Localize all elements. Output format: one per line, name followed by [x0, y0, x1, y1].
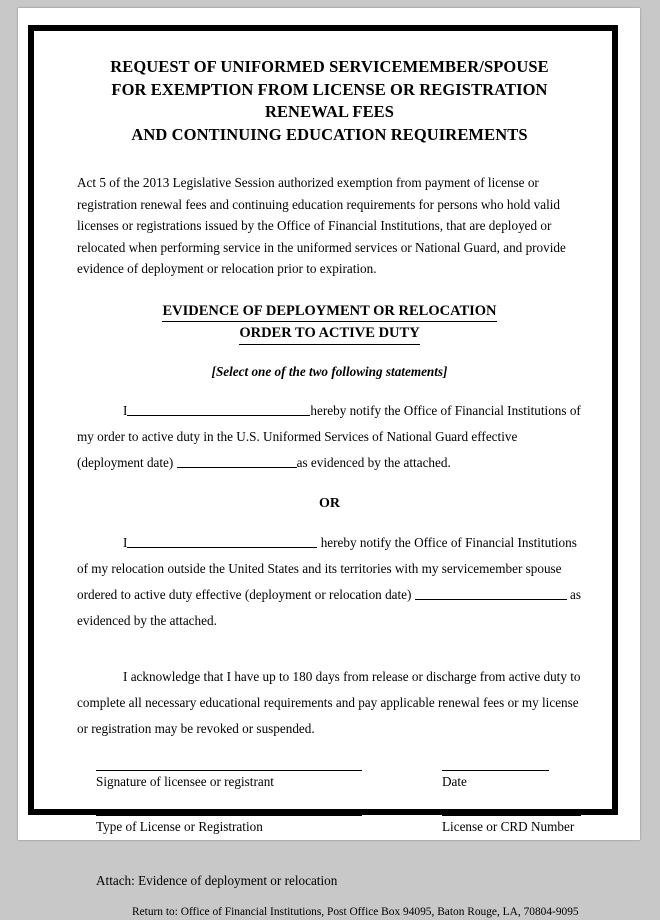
statement-one-part2: hereby notify the Office of Financial Institutions of my order to active duty in the U.S. Uniformed Services of National Guard effective (deployment date) — [77, 402, 581, 470]
statement-one — [77, 380, 582, 476]
signature-block — [77, 742, 582, 859]
section-heading-line-1: EVIDENCE OF DEPLOYMENT OR RELOCATION — [162, 301, 496, 323]
date-field[interactable] — [442, 770, 549, 790]
statement-two-part2: hereby notify the Office of Financial Institutions of my relocation outside the United States and its territories with my servicemember spouse ordered to active duty effective (deployment or relocation date) — [77, 534, 577, 602]
signature-label: Signature of licensee or registrant — [96, 773, 274, 789]
section-heading-line-1-row — [77, 301, 582, 323]
statement-two-date-blank[interactable] — [415, 586, 567, 600]
document-content — [77, 48, 582, 918]
acknowledgment-paragraph: I acknowledge that I have up to 180 days from release or discharge from active duty to complete all necessary educational requirements and pay applicable renewal fees or my license or registration may be revoked or suspended. — [77, 668, 581, 736]
select-instruction: [Select one of the two following statements] — [211, 363, 448, 379]
license-type-label: Type of License or Registration — [96, 818, 263, 834]
intro-paragraph: Act 5 of the 2013 Legislative Session authorized exemption from payment of license or registration renewal fees and continuing education requirements for persons who hold valid licenses or registrations issued by the Office of Financial Institutions, that are deployed or relocated when performing service in the uniformed services or National Guard, and provide evidence of deployment or relocation prior to expiration. — [77, 175, 566, 276]
signature-row-two — [77, 815, 582, 859]
statement-one-part3: as evidenced by the attached. — [296, 454, 451, 470]
statement-one-name-blank[interactable] — [127, 402, 310, 416]
section-heading — [77, 280, 582, 345]
title-line-3: RENEWAL FEES — [264, 102, 395, 121]
or-divider: OR — [319, 495, 340, 511]
statement-two-part1: I — [123, 534, 128, 550]
return-to-note: Return to: Office of Financial Institutions, Post Office Box 94095, Baton Rouge, LA, 70804-9095 — [132, 905, 579, 918]
section-heading-line-2: ORDER TO ACTIVE DUTY — [239, 323, 419, 345]
section-heading-line-2-row — [77, 323, 582, 345]
license-type-field[interactable] — [96, 815, 362, 835]
statement-two-part3: as evidenced by the attached. — [77, 586, 582, 628]
date-label: Date — [442, 773, 467, 789]
statement-one-part1: I — [123, 402, 128, 418]
signature-field[interactable] — [96, 770, 362, 790]
license-number-label: License or CRD Number — [442, 818, 575, 834]
title-line-1: REQUEST OF UNIFORMED SERVICEMEMBER/SPOUSE — [110, 57, 549, 76]
title-line-2: FOR EXEMPTION FROM LICENSE OR REGISTRATION — [111, 79, 548, 99]
document-title — [77, 48, 582, 146]
attach-note: Attach: Evidence of deployment or relocation — [96, 872, 338, 888]
statement-two-name-blank[interactable] — [127, 534, 317, 548]
statement-two — [77, 512, 582, 634]
title-line-4: AND CONTINUING EDUCATION REQUIREMENTS — [131, 124, 528, 144]
document-page — [18, 8, 640, 918]
license-number-field[interactable] — [442, 815, 581, 835]
statement-one-date-blank[interactable] — [177, 454, 297, 468]
signature-row-one — [77, 770, 582, 815]
